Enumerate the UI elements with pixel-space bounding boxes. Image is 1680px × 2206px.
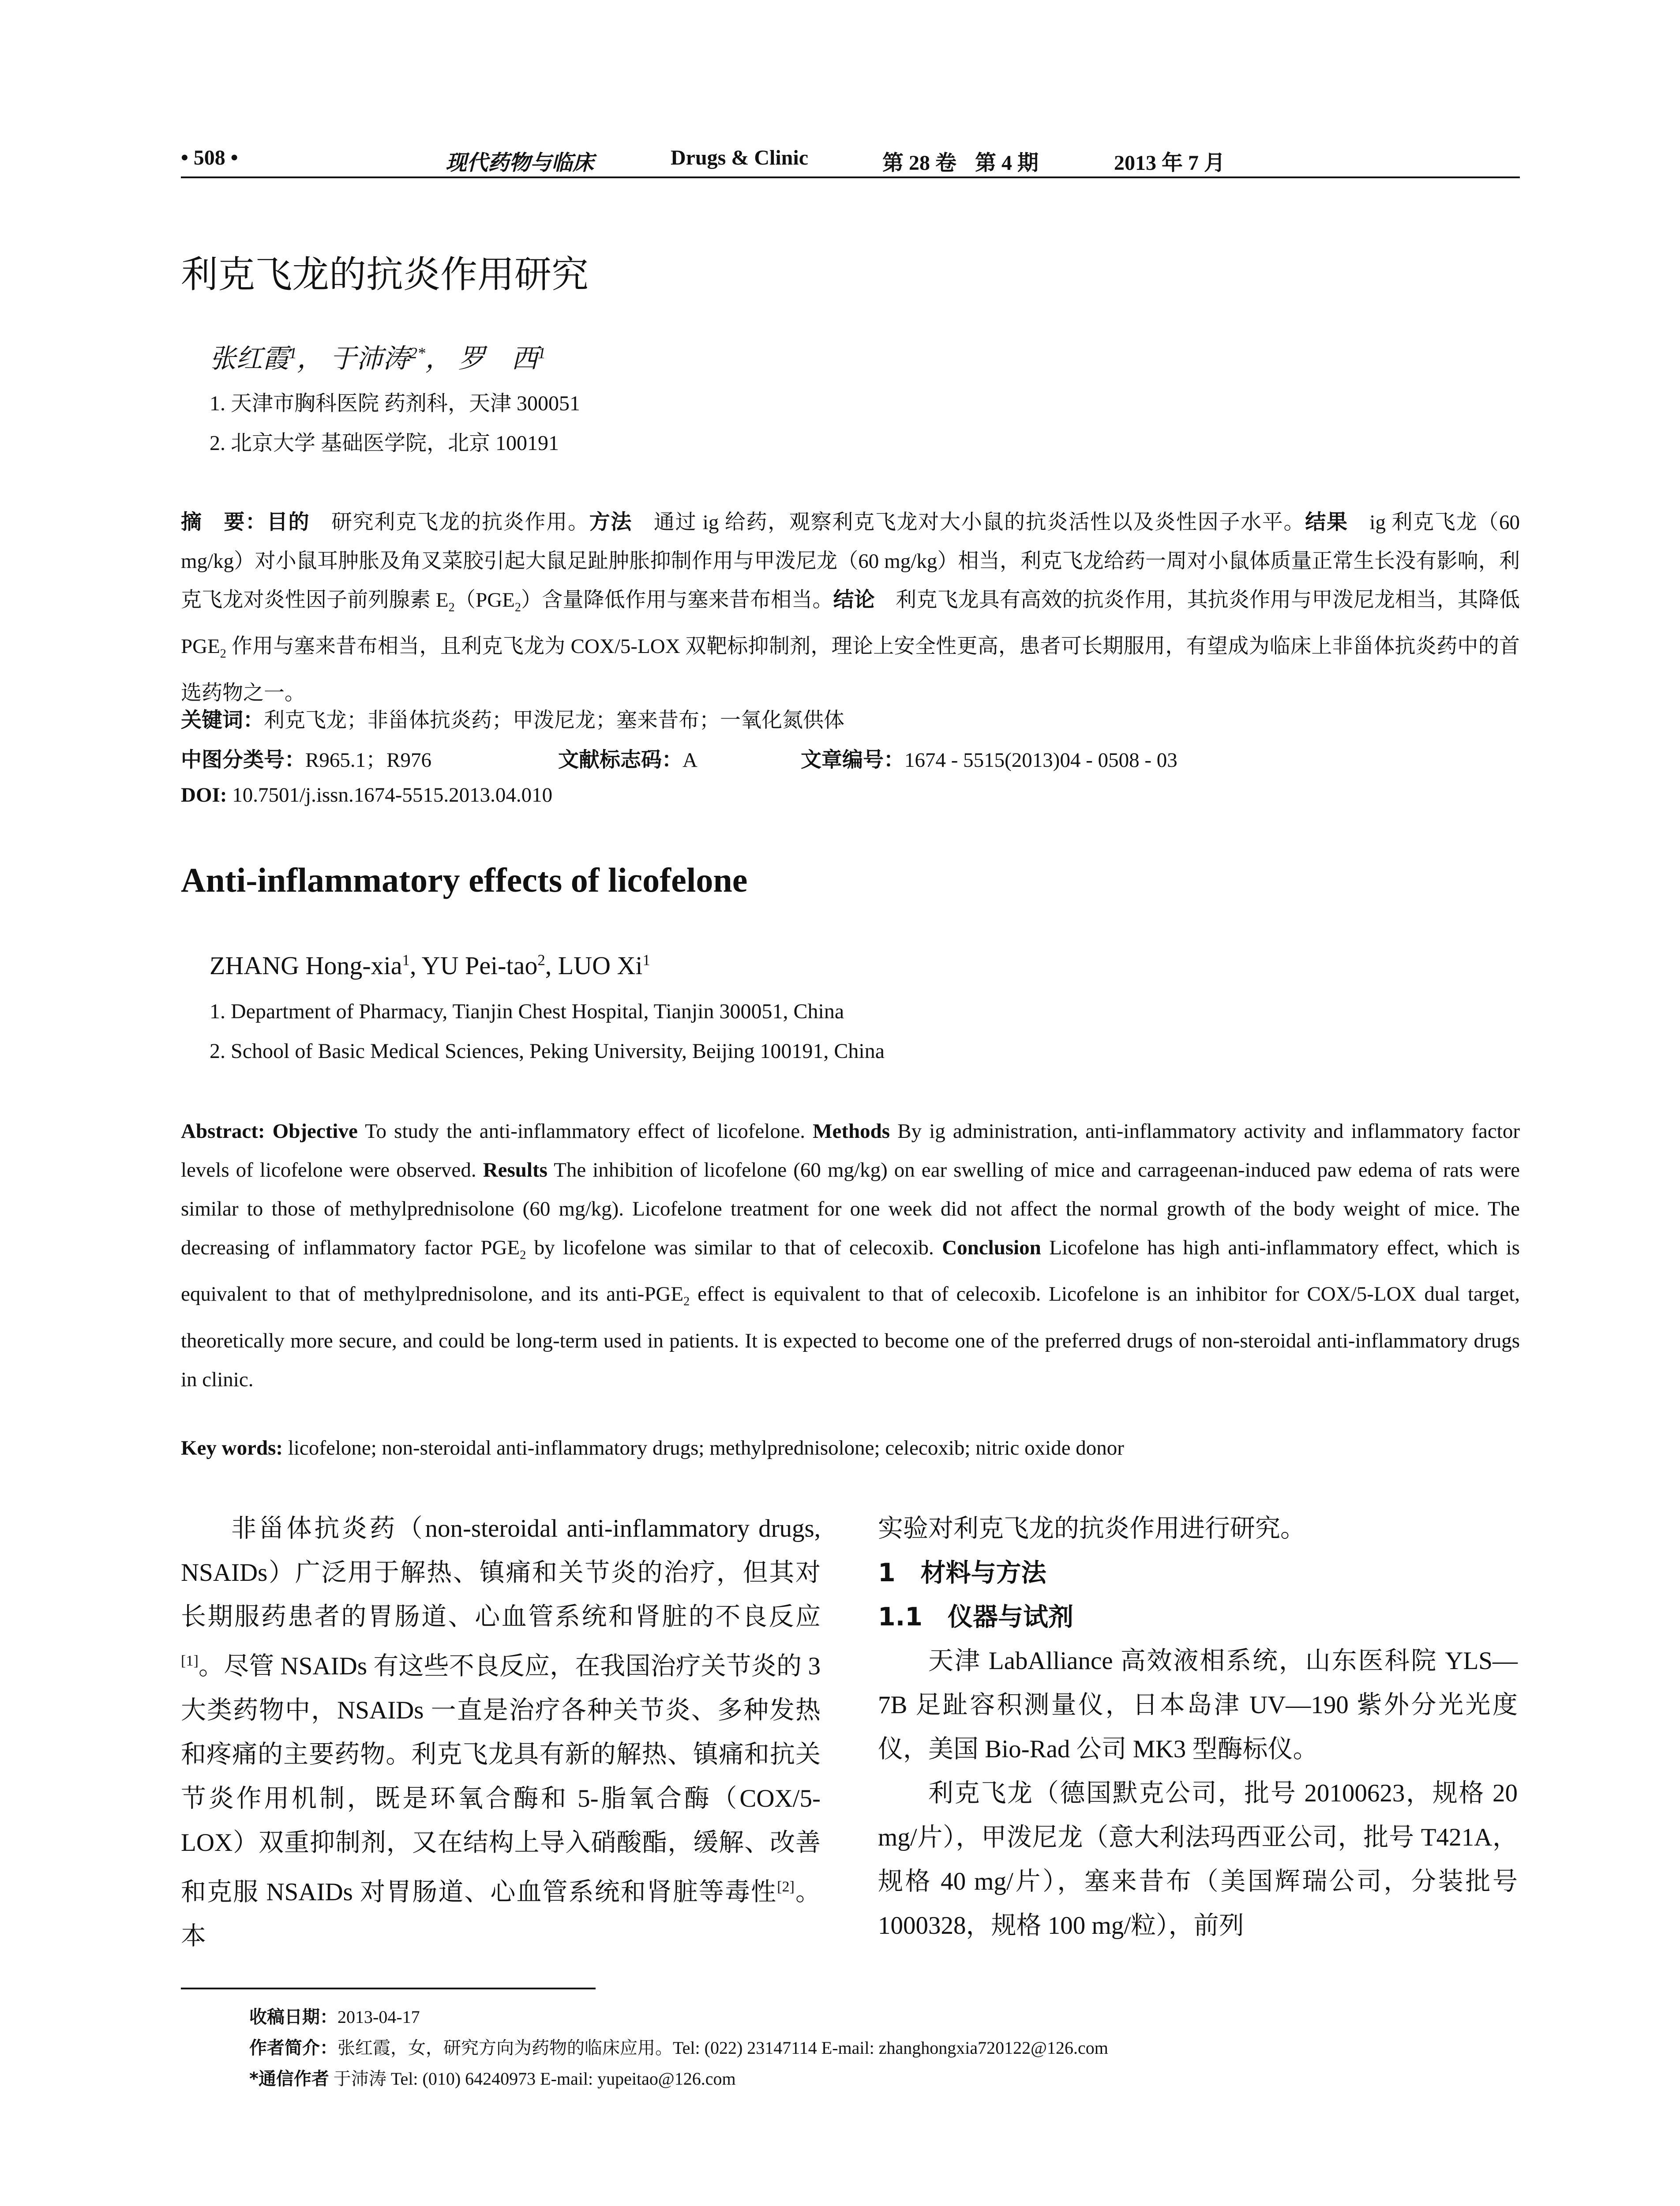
objective-text: 研究利克飞龙的抗炎作用。 — [310, 511, 589, 534]
conclusion-en-text: Licofelone has high anti-inflammatory effect, which is equivalent to that of methylprednisolone, and its anti-PGE — [181, 1236, 1520, 1306]
doc-label: 文献标志码： — [558, 748, 682, 772]
citation: [1] — [181, 1653, 199, 1669]
volume: 第 28 卷 — [882, 151, 957, 175]
affiliation-cn-1: 1. 天津市胸科医院 药剂科，天津 300051 — [210, 392, 581, 415]
keywords-label: 关键词： — [181, 708, 264, 732]
abstract-cn — [181, 503, 1520, 713]
author-en-3: , LUO Xi — [545, 951, 643, 980]
author-en-3-sup: 1 — [642, 951, 650, 969]
keywords-text: 利克飞龙；非甾体抗炎药；甲泼尼龙；塞来昔布；一氧化氮供体 — [264, 709, 844, 732]
subscript: 2 — [520, 1248, 526, 1262]
clc-number — [181, 743, 431, 773]
author-2-sup: 2* — [409, 344, 425, 362]
page-number: • 508 • — [181, 146, 238, 169]
methods-en-label: Methods — [813, 1120, 890, 1143]
subscript: 2 — [220, 647, 226, 661]
article-number — [801, 743, 1178, 773]
body-paragraph: 利克飞龙（德国默克公司，批号 20100623，规格 20 mg/片），甲泼尼龙（意大利法玛西亚公司，批号 T421A，规格 40 mg/片），塞来昔布（美国辉瑞公司，分装批号 1000328，规格 100 mg/粒），前列 — [878, 1779, 1518, 1940]
results-en-text: The inhibition of licofelone (60 mg/kg) on ear swelling of mice and carrageenan-induced paw edema of rats were similar to those of methylprednisolone (60 mg/kg). Licofelone treatment for one week did not affect the normal growth of the body weight of mice. The decreasing of inflammatory factor PGE — [181, 1159, 1520, 1259]
author-2: 于沛涛 — [330, 344, 409, 373]
abstract-label: 摘 要： — [181, 510, 267, 534]
corresponding-label: *通信作者 — [249, 2069, 329, 2089]
subscript: 2 — [448, 600, 455, 615]
methods-text: 通过 ig 给药，观察利克飞龙对大小鼠的抗炎活性以及炎性因子水平。 — [632, 511, 1305, 534]
issue-date: 2013 年 7 月 — [1114, 151, 1226, 175]
doi-label: DOI: — [181, 784, 227, 807]
authors-cn: 张红霞$^1$， 于沛涛$^{2*}$， 罗 西$^1$ — [210, 344, 546, 373]
clc-label: 中图分类号： — [181, 748, 305, 772]
author-en-1-sup: 1 — [402, 951, 410, 969]
results-text-2: （PGE — [454, 589, 515, 612]
author-3: 罗 西 — [458, 344, 538, 373]
doc-value: A — [682, 749, 698, 772]
results-text: ig 利克飞龙（60 mg/kg）对小鼠耳肿胀及角叉菜胶引起大鼠足趾肿胀抑制作用与甲泼尼龙（60 mg/kg）相当，利克飞龙给药一周对小鼠体质量正常生长没有影响，利克飞龙对炎性因子前列腺素 E — [181, 511, 1520, 612]
citation: [2] — [777, 1879, 795, 1895]
objective-en-text: To study the anti-inflammatory effect of licofelone. — [357, 1120, 813, 1143]
body-text: 非甾体抗炎药（non-steroidal anti-inflammatory drugs, NSAIDs）广泛用于解热、镇痛和关节炎的治疗，但其对长期服药患者的胃肠道、心血管系统和肾脏的不良反应 — [181, 1515, 821, 1631]
conclusion-text-2: 作用与塞来昔布相当，且利克飞龙为 COX/5-LOX 双靶标抑制剂，理论上安全性更高，患者可长期服用，有望成为临床上非甾体抗炎药中的首选药物之一。 — [181, 635, 1520, 705]
issue: 第 4 期 — [975, 151, 1039, 175]
body-text-continuation: 实验对利克飞龙的抗炎作用进行研究。 — [878, 1515, 1305, 1542]
clc-value: R965.1；R976 — [305, 749, 431, 772]
body-text: 。本 — [181, 1878, 821, 1950]
corresponding-info: 于沛涛 Tel: (010) 64240973 E-mail: yupeitao@126.com — [329, 2069, 736, 2089]
conclusion-en-text-2: effect is equivalent to that of celecoxib. Licofelone is an inhibitor for COX/5-LOX dual target, theoretically more secure, and could be long-term used in patients. It is expected to become one of the preferred drugs of non-steroidal anti-inflammatory drugs in clinic. — [181, 1283, 1520, 1391]
author-3-sup: 1 — [538, 344, 546, 362]
author-en-2-sup: 2 — [537, 951, 545, 969]
title-en: Anti-inflammatory effects of licofelone — [181, 861, 748, 899]
header-rule — [181, 176, 1520, 178]
abstract-en — [181, 1112, 1520, 1399]
results-label: 结果 — [1305, 510, 1348, 534]
received-date: 2013-04-17 — [338, 2007, 420, 2027]
objective-label: 目的 — [266, 510, 310, 534]
methods-label: 方法 — [589, 510, 633, 534]
section-heading: 1 材料与方法 — [878, 1558, 1046, 1587]
results-en-label: Results — [483, 1159, 548, 1182]
author-en-2: , YU Pei-tao — [409, 951, 538, 980]
body-left-column — [181, 1507, 821, 1958]
received-label: 收稿日期： — [249, 2007, 338, 2027]
affiliation-en-2: 2. School of Basic Medical Sciences, Peking University, Beijing 100191, China — [210, 1039, 885, 1063]
body-right-column — [878, 1507, 1518, 1948]
results-en-text-2: by licofelone was similar to that of celecoxib. — [526, 1236, 942, 1259]
subsection-heading: 1.1 仪器与试剂 — [878, 1602, 1073, 1632]
conclusion-label: 结论 — [833, 588, 875, 612]
journal-name-en: Drugs & Clinic — [671, 146, 808, 169]
keywords-en-label: Key words: — [181, 1437, 283, 1459]
subscript: 2 — [514, 600, 521, 615]
author-bio: 张红霞，女，研究方向为药物的临床应用。Tel: (022) 23147114 E-mail: zhanghongxia720122@126.com — [338, 2038, 1108, 2058]
affiliation-en-1: 1. Department of Pharmacy, Tianjin Chest Hospital, Tianjin 300051, China — [210, 1000, 844, 1023]
abstract-en-label: Abstract: Objective — [181, 1120, 358, 1143]
doi-value: 10.7501/j.issn.1674-5515.2013.04.010 — [227, 784, 553, 807]
footnote-received — [249, 2003, 420, 2028]
author-en-1: ZHANG Hong-xia — [210, 951, 402, 980]
running-header — [181, 141, 1520, 176]
body-paragraph: 天津 LabAlliance 高效液相系统，山东医科院 YLS—7B 足趾容积测量仪，日本岛津 UV—190 紫外分光光度仪，美国 Bio-Rad 公司 MK3 型酶标仪。 — [878, 1647, 1518, 1763]
author-bio-label: 作者简介： — [249, 2038, 338, 2058]
conclusion-text: 利克飞龙具有高效的抗炎作用，其抗炎作用与甲泼尼龙相当，其降低 PGE — [181, 589, 1520, 658]
methods-en-text: By ig administration, anti-inflammatory activity and inflammatory factor levels of licofelone were observed. — [181, 1120, 1520, 1182]
affiliation-cn-2: 2. 北京大学 基础医学院，北京 100191 — [210, 431, 559, 455]
author-1: 张红霞 — [210, 344, 289, 373]
title-cn: 利克飞龙的抗炎作用研究 — [181, 253, 589, 296]
doi — [181, 783, 552, 807]
keywords-cn — [181, 704, 844, 733]
author-1-sup: 1 — [289, 344, 297, 362]
conclusion-en-label: Conclusion — [942, 1236, 1041, 1259]
footnote-author — [249, 2034, 1108, 2059]
article-label: 文章编号： — [801, 748, 904, 772]
keywords-en — [181, 1436, 1124, 1460]
footnote-rule — [181, 1988, 596, 1989]
authors-en — [210, 951, 650, 980]
body-paragraph — [181, 1507, 821, 1958]
journal-name-cn: 现代药物与临床 — [446, 151, 594, 175]
footnote-correspondence — [249, 2065, 736, 2090]
document-code — [558, 743, 698, 773]
subscript: 2 — [683, 1294, 690, 1309]
results-text-3: ）含量降低作用与塞来昔布相当。 — [521, 589, 833, 612]
keywords-en-text: licofelone; non-steroidal anti-inflammatory drugs; methylprednisolone; celecoxib; nitric oxide donor — [283, 1437, 1124, 1459]
body-text: 。尽管 NSAIDs 有这些不良反应，在我国治疗关节炎的 3 大类药物中，NSAIDs 一直是治疗各种关节炎、多种发热和疼痛的主要药物。利克飞龙具有新的解热、镇痛和抗关节炎作用机制，既是环氧合酶和 5-脂氧合酶（COX/5-LOX）双重抑制剂，又在结构上导入硝酸酯，缓解、改善和克服 NSAIDs 对胃肠道、心血管系统和肾脏等毒性 — [181, 1652, 821, 1906]
article-value: 1674 - 5515(2013)04 - 0508 - 03 — [904, 749, 1178, 772]
